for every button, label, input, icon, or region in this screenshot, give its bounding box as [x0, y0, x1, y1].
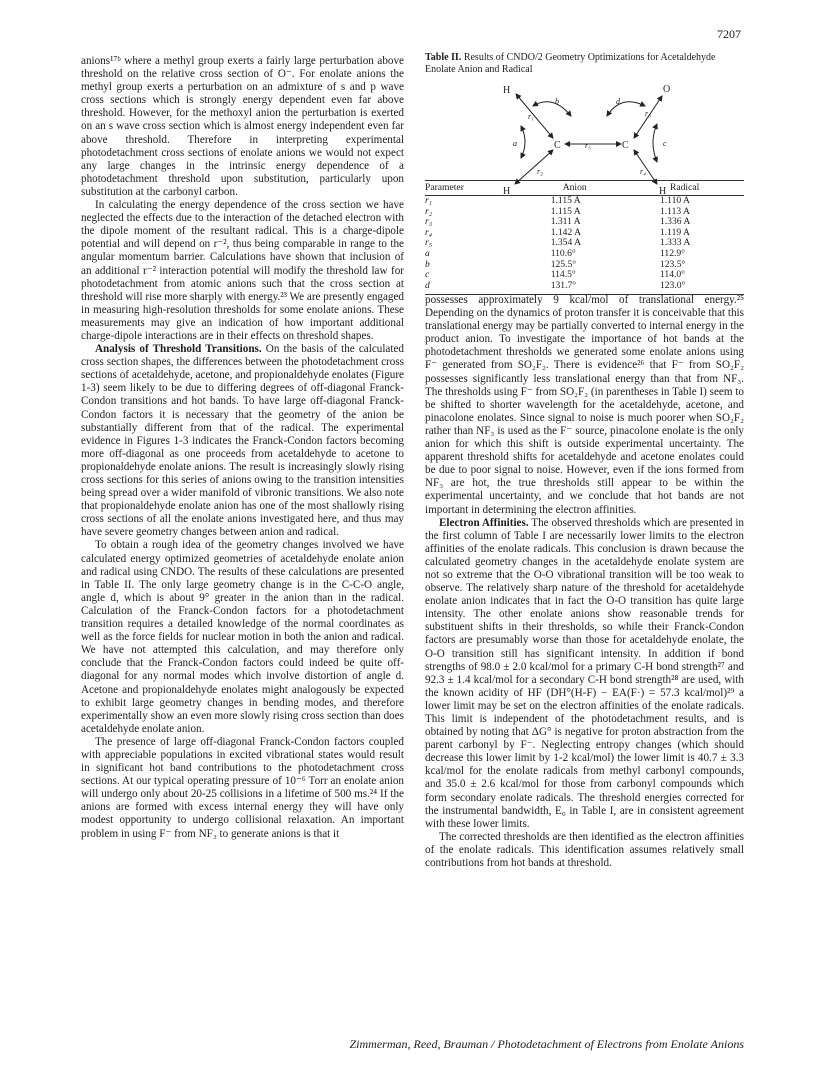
cell-radical: 114.0° [659, 269, 686, 281]
cell-anion: 1.354 A [550, 237, 582, 249]
atom-h-top: H [503, 85, 511, 96]
label-r1: r₁ [528, 112, 534, 121]
running-footer: Zimmerman, Reed, Brauman / Photodetachment of Electrons from Enolate Anions [349, 1037, 744, 1051]
cell-radical: 112.9° [659, 247, 686, 259]
atom-c-left: C [554, 140, 561, 151]
cell-radical: 1.110 A [659, 195, 690, 206]
angle-d-arc [607, 102, 645, 116]
table-row [425, 228, 744, 239]
header-radical: Radical [626, 181, 744, 196]
cell-parameter: r₅ [425, 237, 433, 249]
cell-anion: 110.6° [550, 247, 576, 259]
table-header-row [425, 181, 744, 196]
cell-radical: 1.333 A [659, 237, 691, 249]
cell-anion: 125.5° [550, 258, 577, 270]
left-column [81, 55, 404, 841]
cell-radical: 1.336 A [659, 216, 691, 228]
cell-radical: 123.5° [659, 258, 686, 270]
atom-h-bottom-right: H [659, 186, 667, 197]
cell-anion: 114.5° [550, 269, 576, 281]
cell-parameter: r₃ [425, 216, 433, 228]
cell-radical: 1.113 A [659, 205, 690, 217]
cell-anion: 1.115 A [550, 195, 581, 206]
angle-b-arc [533, 102, 571, 116]
right-column [425, 294, 744, 870]
label-r2: r₂ [537, 167, 543, 176]
cell-parameter: c [425, 269, 430, 281]
label-angle-b: b [555, 97, 559, 106]
atom-o: O [663, 84, 671, 95]
table-row [425, 238, 744, 249]
angle-c-arc [653, 124, 657, 162]
electron-affinities-heading: Electron Affinities. [439, 516, 529, 529]
table-row [425, 249, 744, 260]
right-paragraph-2-text: The observed thresholds which are presented in the first column of Table I are necessarily lower limits to the electron affinities of the enolate radicals. This conclusion is drawn because the calculated geometry changes in the acetaldehyde enolate system are not so extreme that the O-O vibrational transition will be too weak to observe. The relatively sharp nature of the threshold for acetaldehyde enolate anion indicates that in fact the O-O transition has quite large intensity. The other enolate anions show reasonable trends for substituent shifts in their thresholds, so while their Franck-Condon factors are presumably worse than those for acetaldehyde enolate, the O-O transition still has significant intensity. In addition if bond strengths of 98.0 ± 2.0 kcal/mol for a primary C-H bond strength²⁷ and 92.3 ± 1.4 kcal/mol for a secondary C-H bond strength²⁸ are used, with the known acidity of HF (DH°(H-F) − EA(F·) = 57.3 kcal/mol)²⁹ a lower limit may be set on the electron affinities of the enolate radicals. This limit is independent of the photodetachment results, and is obtained by noting that ΔG° is negative for proton abstraction from the parent carbonyl by F⁻. Neglecting entropy changes (which should decrease this lower limit by 1-2 kcal/mol) the lower limit is 40.7 ± 3.3 kcal/mol for the enolate radicals from methyl carbonyl compounds, and 35.0 ± 2.6 kcal/mol for those from carbonyl compounds which form secondary enolate radicals. The threshold energies corrected for the instrumental bandwidth, E₀ in Table I, are in consistent agreement with these lower limits. [425, 516, 744, 830]
angle-a-arc [521, 126, 525, 158]
left-paragraph-2: In calculating the energy dependence of the cross section we have neglected the effects due to the interaction of the detached electron with the dipole moment of the resultant radical. This is a charge-dipole potential and will depend on r⁻², thus being comparable in range to the angular momentum barrier. Calculations have shown that inclusion of an additional r⁻² interaction potential will modify the threshold law for photodetachment from atomic anions such that the cross section at threshold will rise more sharply with energy.²³ We are presently engaged in measuring high-resolution thresholds for some enolate anions. These measurements may give an indication of how important additional charge-dipole interactions are in their effects on threshold shapes. [81, 199, 404, 342]
table-ii [425, 52, 744, 295]
table-row [425, 217, 744, 228]
header-parameter: Parameter [425, 181, 521, 196]
bond-r2 [515, 150, 553, 184]
threshold-heading: Analysis of Threshold Transitions. [95, 343, 262, 356]
right-paragraph-2 [425, 517, 744, 831]
cell-parameter: a [425, 247, 430, 259]
label-angle-d: d [616, 97, 620, 106]
table-label: Table II. [425, 52, 462, 63]
cell-parameter: r₁ [425, 195, 433, 206]
cell-parameter: b [425, 258, 430, 270]
label-r4: r₄ [640, 167, 646, 176]
right-paragraph-1: possesses approximately 9 kcal/mol of translational energy.²⁵ Depending on the dynamics of proton transfer it is conceivable that this translational energy may be partially converted to internal energy in the product anion. To investigate the importance of hot bands at the photodetachment thresholds we generated some enolate anions using F⁻ generated from SO₂F₂. There is evidence²⁶ that F⁻ from SO₂F₂ possesses significantly less translational energy than that from NF₃. The thresholds using F⁻ from SO₂F₂ (in parentheses in Table I) seem to be shifted to shorter wavelength for the acetaldehyde, acetone, and pinacolone enolates. Since signal to noise is much poorer when SO₂F₂ rather than NF₃ is used as the F⁻ source, pinacolone enolate is the only anion for which this shift is outside experimental uncertainty. The apparent threshold shifts for acetaldehyde and acetone enolates could be due to poor signal to noise. However, even if the ions formed from NF₃ are hot, the true thresholds still appear to be within the experimental uncertainty, and we conclude that hot bands are not important in determining the electron affinities. [425, 294, 744, 516]
cell-anion: 1.142 A [550, 226, 582, 238]
cell-parameter: d [425, 281, 521, 295]
cell-radical: 123.0° [626, 281, 744, 295]
page-number: 7207 [717, 27, 741, 41]
cell-parameter: r₄ [425, 226, 433, 238]
atom-c-right: C [622, 140, 629, 151]
left-paragraph-5: The presence of large off-diagonal Franck-Condon factors coupled with appreciable populations in excited vibrational states would result in significant hot band contributions to the photodetachment cross sections. At our typical operating pressure of 10⁻⁶ Torr an enolate anion will undergo only about 20-25 collisions in a lifetime of 500 ms.²⁴ If the anions are formed with excess internal energy they will have only modest opportunity to undergo collisional relaxation. An important problem in using F⁻ from NF₃ to generate anions is that it [81, 735, 404, 840]
table-row [425, 207, 744, 218]
bond-r1 [516, 94, 553, 138]
table-caption [425, 52, 744, 76]
table-caption-text: Results of CNDO/2 Geometry Optimizations for Acetaldehyde Enolate Anion and Radical [425, 52, 716, 75]
cell-anion: 1.115 A [550, 205, 581, 217]
table-row [425, 260, 744, 271]
label-r3: r₃ [645, 109, 651, 118]
label-r5: r₅ [585, 141, 591, 150]
cell-radical: 1.119 A [659, 226, 690, 238]
header-anion: Anion [521, 181, 626, 196]
table-row [425, 196, 744, 207]
left-paragraph-4: To obtain a rough idea of the geometry changes involved we have calculated energy optimized geometries of acetaldehyde enolate anion and radical using CNDO. The results of these calculations are presented in Table II. The only large geometry change is in the C-C-O angle, angle d, which is about 9° greater in the anion than in the radical. Calculation of the Franck-Condon factors for a photodetachment transition requires a detailed knowledge of the normal coordinates as well as the force fields for nuclear motion in both the anion and radical. We have not attempted this calculation, and may therefore only conclude that the Franck-Condon factors could indeed be quite off-diagonal for any normal modes which involve distortion of angle d. Acetone and propionaldehyde enolates might analogously be expected to exhibit large geometry changes in bending modes, and therefore experimentally show an even more slowly rising cross section than does acetaldehyde enolate anion. [81, 539, 404, 735]
table-row [425, 281, 744, 295]
right-paragraph-3: The corrected thresholds are then identified as the electron affinities of the enolate radicals. This identification assumes relatively small contributions from hot bands at threshold. [425, 830, 744, 870]
cell-anion: 131.7° [521, 281, 626, 295]
left-paragraph-3 [81, 343, 404, 539]
table-row [425, 270, 744, 281]
cell-anion: 1.311 A [550, 216, 581, 228]
label-angle-c: c [663, 139, 667, 148]
cell-parameter: r₂ [425, 205, 433, 217]
atom-h-bottom-left: H [503, 186, 511, 197]
label-angle-a: a [513, 139, 517, 148]
left-paragraph-3-text: On the basis of the calculated cross section shapes, the differences between the photodetachment cross sections of acetaldehyde, acetone, and propionaldehyde enolates (Figure 1-3) seem likely to be due to differing degrees of off-diagonal Franck-Condon transitions and hot bands. To have large off-diagonal Franck-Condon factors it is necessary that the geometry of the anion be substantially different from that of the radical. The experimental evidence in Figures 1-3 indicates the Franck-Condon factors becoming more off-diagonal as one proceeds from acetaldehyde to acetone to propionaldehyde enolate anions. The result is increasingly slowly rising cross sections for this series of anions owing to the transition intensities being spread over a wider manifold of vibronic transitions. We also note that propionaldehyde enolate anion has one of the most shallowly rising cross sections of all the enolate anions investigated here, and thus may have severe geometry changes between anion and radical. [81, 343, 404, 539]
left-paragraph-1: anions¹⁷ᵇ where a methyl group exerts a fairly large perturbation above threshold on the relative cross section of O⁻. For enolate anions the methyl group exerts a perturbation on an admixture of s and p wave cross sections which is strongly energy dependent even far above threshold. However, for the methoxyl anion the perturbation is exerted on an s wave cross section which is almost energy independent even far above threshold. Therefore in interpreting experimental photodetachment cross sections of enolate anions we would not expect any large changes in the intrinsic energy dependence of a photodetachment threshold upon substitution, particularly upon substitution at the carbonyl carbon. [81, 55, 404, 198]
parameter-table [425, 180, 744, 295]
